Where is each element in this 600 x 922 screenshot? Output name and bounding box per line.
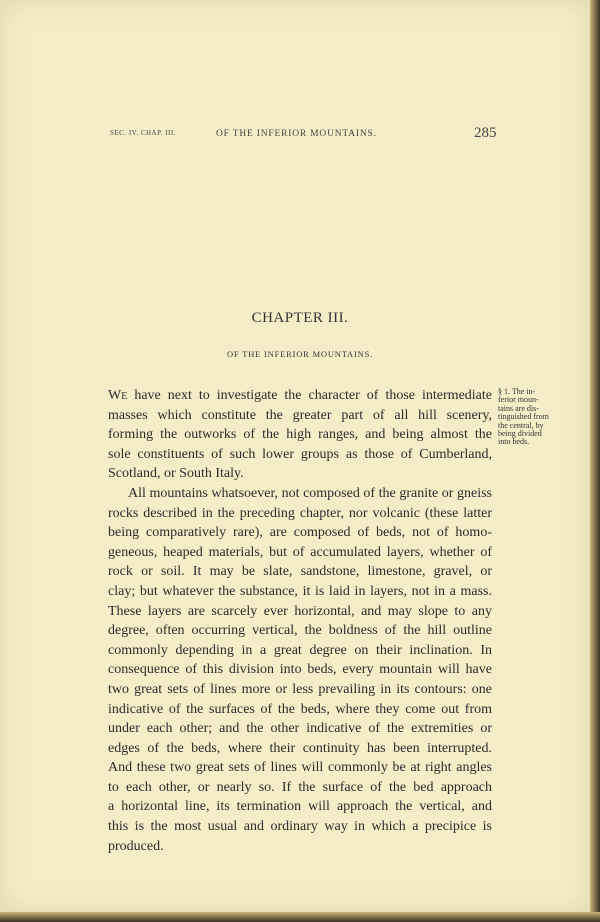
text-line: indicative of the surfaces of the beds, where they come out from (108, 701, 492, 717)
page-number: 285 (474, 125, 497, 141)
margin-note (498, 388, 568, 447)
text-line: under each other; and the other indicative of the extremities or (108, 721, 492, 737)
text-line: clay; but whatever the substance, it is laid in layers, not in a mass. (108, 583, 492, 599)
margin-note-line: into beds. (498, 437, 530, 447)
text-line: being comparatively rare), are composed of beds, not of homo- (108, 525, 492, 541)
text-line: commonly depending in a great degree on their inclination. In (108, 642, 492, 658)
paragraph-2 (108, 484, 492, 856)
margin-note-line: the central, by (498, 420, 544, 430)
text-line: edges of the beds, where their continuity has been interrupted. (108, 740, 492, 756)
text-line: These layers are scarcely ever horizontal, and may slope to any (108, 603, 492, 619)
text-line: Scotland, or South Italy. (108, 466, 244, 482)
text-line: this is the most usual and ordinary way in which a precipice is (108, 819, 492, 835)
body-text (108, 386, 492, 856)
text-line: consequence of this division into beds, every mountain will have (108, 662, 492, 678)
margin-note-line: § 1. The in- (498, 387, 536, 396)
running-head-title: OF THE INFERIOR MOUNTAINS. (216, 129, 377, 139)
text-line: All mountains whatsoever, not composed of the granite or gneiss (128, 485, 492, 501)
text-line: forming the outworks of the high ranges, and being almost the (108, 427, 492, 443)
margin-note-line: tinguished from (498, 412, 549, 422)
text-line: masses which constitute the greater part of all hill scenery, (108, 407, 492, 423)
text-span: have next to investigate the character of those intermediate (127, 388, 492, 403)
text-line: And these two great sets of lines will commonly be at right angles (108, 760, 492, 776)
text-line: sole constituents of such lower groups as those of Cumberland, (108, 446, 492, 462)
margin-note-line: ferior moun- (498, 395, 539, 405)
drop-word: We (108, 388, 128, 403)
page-edge-shadow (590, 0, 600, 922)
text-line: two great sets of lines more or less prevailing in its contours: one (108, 681, 492, 697)
text-line (108, 386, 492, 406)
margin-note-line: being divided (498, 429, 542, 439)
chapter-subtitle: OF THE INFERIOR MOUNTAINS. (226, 349, 374, 359)
chapter-title: CHAPTER III. (251, 310, 349, 326)
text-line: produced. (108, 838, 164, 854)
text-line: rocks described in the preceding chapter, nor volcanic (these latter (108, 505, 492, 521)
text-line: degree, often occurring vertical, the boldness of the hill outline (108, 623, 492, 639)
page-bottom-shadow (0, 912, 600, 922)
margin-note-line: tains are dis- (498, 403, 539, 413)
text-line: to each other, or nearly so. If the surface of the bed approach (108, 779, 492, 795)
text-line: a horizontal line, its termination will approach the vertical, and (108, 799, 492, 815)
text-line: rock or soil. It may be slate, sandstone, limestone, gravel, or (108, 564, 492, 580)
running-head-section: SEC. IV. CHAP. III. (110, 129, 176, 137)
text-line: geneous, heaped materials, but of accumulated layers, whether of (108, 544, 492, 560)
